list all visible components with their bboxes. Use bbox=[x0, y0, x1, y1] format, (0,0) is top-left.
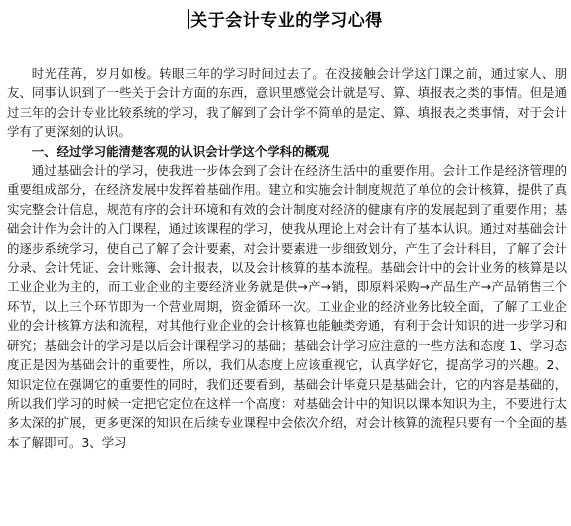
intro-paragraph: 时光荏苒，岁月如梭。转眼三年的学习时间过去了。在没接触会计学这门课之前，通过家人、朋友、同事认识到了一些关于会计方面的东西，意识里感觉会计就是写、算、填报表之类的事情。但是通过三年的会计专业比较系统的学习，我了解到了会计学不简单的是定、算、填报表之类事情，对于会计学有了更深刻的认识。 bbox=[7, 66, 567, 140]
document-body bbox=[7, 64, 567, 452]
section-heading: 一、经过学习能清楚客观的认识会计学这个学科的概观 bbox=[31, 143, 330, 159]
document-title: 关于会计专业的学习心得 bbox=[190, 11, 383, 31]
section-paragraph: 通过基础会计的学习，使我进一步体会到了会计在经济生活中的重要作用。会计工作是经济管理的重要组成部分，在经济发展中发挥着基础作用。建立和实施会计制度规范了单位的会计核算，提供了真实完整会计信息，规范有序的会计环境和有效的会计制度对经济的健康有序的发展起到了重要作用；基础会计作为会计的入门课程，通过该课程的学习，使我从理论上对会计有了基本认识。通过对基础会计的逐步系统学习，使自己了解了会计要素，对会计要素进一步细致划分，产生了会计科目，了解了会计分录、会计凭证、会计账簿、会计报表，以及会计核算的基本流程。基础会计中的会计业务的核算是以工业企业为主的，而工业企业的主要经济业务就是供→产→销，即原料采购→产品生产→产品销售三个环节，以上三个环节即为一个营业周期，资金循环一次。工业企业的经济业务比较全面，了解了工业企业的会计核算方法和流程，对其他行业企业的会计核算也能触类旁通，有利于会计知识的进一步学习和研究；基础会计的学习是以后会计课程学习的基础；基础会计学习应注意的一些方法和态度 1、学习态度正是因为基础会计的重要性，所以，我们从态度上应该重视它，认真学好它，提高学习的兴趣。2、知识定位在强调它的重要性的同时，我们还要看到，基础会计毕竟只是基础会计，它的内容是基础的，所以我们学习的时候一定把它定位在这样一个高度：对基础会计中的知识以课本知识为主，不要进行太多太深的扩展，更多更深的知识在后续专业课程中会依次介绍，对会计核算的流程只要有一个全面的基本了解即可。3、学习 bbox=[7, 163, 567, 450]
title-block bbox=[0, 6, 571, 31]
